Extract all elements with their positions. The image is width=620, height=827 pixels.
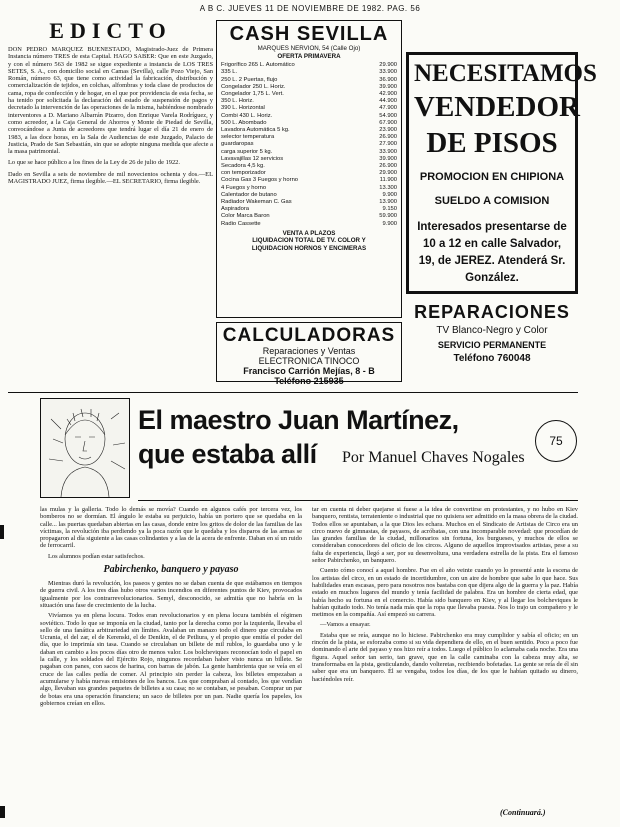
article-column-1 <box>40 506 302 818</box>
cash-item-price: 29.900 <box>379 62 397 69</box>
col1-para-c: Mientras duró la revolución, los paseos y gentes no se daban cuenta de que estábamos en tiempos de guerra civil. A los tres días hubo otros varios incendios en diferentes puntos de Kiev, provocados igualmente por los contrarrevolucionarios. Semyl, desconocido, se admitía que no habría en la situación una fase de crecimiento de la lucha. <box>40 580 302 609</box>
cash-item-price: 47.900 <box>379 105 397 112</box>
continued-note: (Continuará.) <box>500 808 546 817</box>
cash-price-row <box>221 156 397 163</box>
necesitamos-ad <box>406 52 597 294</box>
cash-item-price: 11.900 <box>379 177 397 184</box>
scan-edge-mark-bottom <box>0 806 5 818</box>
cash-item-price: 23.900 <box>379 127 397 134</box>
cash-item-label: guardaropas <box>221 141 254 148</box>
reparaciones-line1: TV Blanco-Negro y Color <box>436 325 548 336</box>
necesitamos-line4: PROMOCION EN CHIPIONA <box>419 171 565 183</box>
cash-item-price: 29.900 <box>379 170 397 177</box>
cash-item-price: 44.900 <box>379 98 397 105</box>
cash-price-row <box>221 113 397 120</box>
necesitamos-line1: NECESITAMOS <box>414 60 597 87</box>
cash-price-row <box>221 141 397 148</box>
calculadoras-line4: Teléfono 215935 <box>274 376 344 386</box>
cash-price-row <box>221 98 397 105</box>
cash-item-label: con temporizador <box>221 170 266 177</box>
cash-item-price: 67.900 <box>379 119 397 126</box>
cash-item-price: 9.150 <box>382 206 397 213</box>
cash-item-label: Lavavajillas 12 servicios <box>221 155 284 162</box>
cash-subtitle-address: MARQUES NERVION, 54 (Calle Ojo) <box>257 45 361 52</box>
cash-footer-plazos: VENTA A PLAZOS <box>282 229 336 237</box>
cash-item-label: selector temperatura <box>221 134 275 141</box>
cash-item-price: 59.900 <box>379 213 397 220</box>
running-head: A B C. JUEVES 11 DE NOVIEMBRE DE 1982. PAG. 56 <box>199 4 421 13</box>
cash-item-label: Secadora 4,5 kg. <box>221 163 265 170</box>
cash-item-label: Color Marca Baron <box>221 213 270 220</box>
portrait-sketch <box>41 399 129 497</box>
cash-price-row <box>221 206 397 213</box>
cash-price-row <box>221 120 397 127</box>
cash-price-row <box>221 77 397 84</box>
cash-price-row <box>221 177 397 184</box>
col1-subhead: Pabirchenko, banquero y payaso <box>103 564 239 576</box>
reparaciones-line2: SERVICIO PERMANENTE <box>437 340 547 350</box>
edicto-text2: Lo que se hace público a los fines de la Ley de 26 de julio de 1922. <box>8 159 180 167</box>
cash-price-row <box>221 199 397 206</box>
col1-para-d: Vivíamos ya en plena locura. Todos eran revolucionarios y en plena locura también el régimen soviético. Todo lo que se imponía en la ciudad, tanto por la derecha como por la izquierda, llevaba el sello de una fanática arbitrariedad sin límites. Avalaban un manazo todo el dinero que circulaba en Ucrania, el del zar, el de Kerenski, el de Denikin, el de Petliura, y el propio que emitía el poder del día, que lo imprimía sin tasa. Cuando se circulaban un billete de mil rublos, lo guardaba uno y le daban en cambio a los pocos días otro de menos valor. Los bolcheviques reconocían todo el papel en la calle, y los soldados del Ejército Rojo, ningunos recordaban haber visto nunca un billete. Se pagaban con panes, con sacos de harina, con barras de jabón. La gente hambrienta que se veía en el cruce de las calles pedía de comer. Al principio sin perder la cabeza, los billetes empezaban a acumularse y había nuevas emisiones de los bancos. Los que compraban al contado, los que vendían algo, llevaban sus grandes paquetes de billetes a su casa; no se contaban, se pesaban. Comprar un par de botas era una operación financiera; un saco de billetes por un pan. Nadie quería los papeles, los gobiernos creían en ellos. <box>40 612 302 707</box>
col2-para-d: Estaba que se reía, aunque no lo hiciese. Pabirchenko era muy cumplidor y sabía el oficio; en un rincón de la pista, se esforzaba como si su vida dependiera de ello, en el buen sentido. Poco a poco fue dominando el arte del payaso y nos hizo reír a todos. Luego el público lo aclamaba cada noche. Era una figura. Aquel señor tan serio, tan grave, que en la calle caminaba con la cabeza muy alta, se transformaba en la pista, gesticulando, dando volteretas, recibiendo bofetadas. La gente se reía de él sin saber que era un banquero. Él se vengaba, todos los días, de los que le habían quitado su dinero, haciéndoles reír. <box>312 631 578 683</box>
cash-item-label: Calentador de butano <box>221 191 277 198</box>
reparaciones-line3: Teléfono 760048 <box>453 353 531 364</box>
cash-item-price: 27.900 <box>379 141 397 148</box>
cash-price-row <box>221 192 397 199</box>
byline: Por Manuel Chaves Nogales <box>342 449 525 466</box>
calculadoras-line3: Francisco Carrión Mejías, 8 - B <box>243 366 375 376</box>
cash-item-label: Lavadora Automática 5 kg. <box>221 127 290 134</box>
cash-price-row <box>221 149 397 156</box>
cash-item-price: 9.900 <box>382 191 397 198</box>
edicto-title: EDICTO <box>49 18 172 43</box>
cash-item-label: Combi 430 L. Horiz. <box>221 112 273 119</box>
cash-price-row <box>221 105 397 112</box>
cash-item-label: 335 L. <box>221 69 238 76</box>
cash-item-price: 13.300 <box>379 184 397 191</box>
edicto-signoff: Dado en Sevilla a seis de noviembre de mil novecientos ochenta y dos.—EL MAGISTRADO JUEZ, firma ilegible.—EL SECRETARIO, firma ilegible. <box>8 170 213 186</box>
cash-item-label: 350 L. Horiz. <box>221 98 254 105</box>
calculadoras-line1: Reparaciones y Ventas <box>262 346 356 356</box>
necesitamos-line6: Interesados presentarse de 10 a 12 en calle Salvador, 19, de JEREZ. Atenderá Sr. González. <box>417 221 567 284</box>
series-number-text: 75 <box>549 434 563 448</box>
calculadoras-title: CALCULADORAS <box>222 325 396 346</box>
article-header-rule <box>138 500 578 501</box>
cash-price-list <box>221 62 397 228</box>
necesitamos-line5: SUELDO A COMISION <box>434 195 550 207</box>
reparaciones-ad <box>406 300 578 382</box>
calculadoras-ad <box>216 322 402 386</box>
edicto-text: DON PEDRO MARQUEZ BUENESTADO, Magistrado-Juez de Primera Instancia número TRES de esta Capital. HAGO SABER: Que en este Juzgado, y con el número 563 de 1982 se sigue expediente a instancia de LOS TRES SETES, S. A., con domicilio social en Camas (Sevilla), calle Pozo Viejo, San Román, número 63, que tiene como actividad la fabricación, distribución y comercialización de tejidos, en colchas, alfombras y toda clase de productos de cama, ropa de confección y de hogar, en el que por providencia de esta fecha, se ha tenido por solicitada la declaración del estado de suspensión de pagos y decretado la intervención de las operaciones de la misma, habiéndose nombrado interventores a D. Mariano Albarrán Pizarro, don Enrique Varela Rodríguez, y como acreedor, a la Caja General de Ahorros y Monte de Piedad de Sevilla, convocándose a Junta de acreedores que tendrá lugar el día 21 de enero de 1983, a las doce horas, en la Sala de Audiencias de este Juzgado, Palacio de Justicia, Prado de San Sebastián, sin que se adopte ninguna medida que afecte a la masa patrimonial. <box>8 46 213 156</box>
author-portrait <box>40 398 130 498</box>
cash-item-label: Radio Cassette <box>221 220 261 227</box>
article-top-rule <box>8 392 578 393</box>
series-number <box>535 420 577 462</box>
scan-edge-mark-top <box>0 525 4 539</box>
cash-item-label: Cocina Gas 3 Fuegos y horno <box>221 177 299 184</box>
cash-item-price: 39.900 <box>379 155 397 162</box>
cash-price-row <box>221 134 397 141</box>
necesitamos-line3: DE PISOS <box>426 127 558 159</box>
col2-para-c: —Vamos a ensayar. <box>320 621 371 629</box>
cash-price-row <box>221 84 397 91</box>
calculadoras-line2: ELECTRONICA TINOCO <box>258 356 360 366</box>
necesitamos-line2: VENDEDOR <box>414 91 580 123</box>
cash-item-price: 42.900 <box>379 91 397 97</box>
cash-item-label: 390 L. Horizontal <box>221 105 265 112</box>
cash-price-row <box>221 221 397 228</box>
cash-price-row <box>221 62 397 69</box>
cash-footer-tv: LIQUIDACION TOTAL DE TV. COLOR Y <box>252 237 366 245</box>
cash-title: CASH SEVILLA <box>229 23 389 45</box>
cash-subtitle-offer: OFERTA PRIMAVERA <box>277 52 341 60</box>
cash-price-row <box>221 127 397 134</box>
cash-item-price: 13.900 <box>379 199 397 206</box>
cash-item-price: 26.900 <box>379 134 397 141</box>
reparaciones-title: REPARACIONES <box>414 302 570 322</box>
cash-price-row <box>221 69 397 76</box>
cash-item-label: Congelador 1,75 L. Vert. <box>221 91 284 97</box>
col1-para-b: Los alumnos podían estar satisfechos. <box>48 552 145 560</box>
cash-price-row <box>221 185 397 192</box>
cash-item-label: 4 Fuegos y horno <box>221 184 267 191</box>
cash-price-row <box>221 163 397 170</box>
cash-price-row <box>221 91 397 98</box>
col2-para-b: Cuento cómo conocí a aquel hombre. Fue en el año veinte cuando yo lo presenté ante la escena de los artistas del circo, en un estado de incertidumbre, con un aire de hombre que sabe lo que hace. Sus habilidades eran escasas, pero para nosotros nos bastaba con que dijera algo de la guerra y la paz. Había estado en muchos lugares del mundo y tenía facilidad de palabra. Era un hombre de cierta edad, que había hecho su fortuna en el comercio. Había sido banquero en Kiev, y al llegar los bolcheviques le habían quitado todo. No tenía nada más que la ropa que llevaba puesta. Nos lo trajo un compañero y le metimos en la compañía. Así empezó su carrera. <box>312 567 578 619</box>
cash-item-label: Congelador 250 L. Horiz. <box>221 83 286 90</box>
cash-sevilla-ad <box>216 20 402 318</box>
cash-item-price: 36.900 <box>379 76 397 83</box>
cash-item-price: 33.900 <box>379 148 397 155</box>
cash-price-row <box>221 170 397 177</box>
article-column-2 <box>312 506 578 806</box>
cash-item-label: Frigorífico 265 L. Automático <box>221 62 295 69</box>
cash-item-price: 9.900 <box>382 220 397 227</box>
cash-item-price: 26.900 <box>379 163 397 170</box>
cash-item-label: carga superior 5 kg. <box>221 148 273 155</box>
cash-item-price: 54.900 <box>379 112 397 119</box>
col2-para-a: tar en cuenta ni deber quejarse si fuese a la idea de convertirse en protestantes, y no hubo en Kiev banquero, rentista, terrateniente o industrial que no quisiera ser admitido en la masa obrera de la ciudad. Todos ellos se apuntaban, a la que Dios les echara. Muchos en el Sindicato de Artistas de Circo era un circo nuevo de gimnastas, de payasos, de acróbatas, con una incomparable novedad: que procedían de las grandes familias de la ciudad, millonarios sin fortuna, los burgueses, y muchos de ellos se consideraban conocedores del oficio de los circos. Alguno de aquellos improvisados artistas, pese a su falta de experiencia, llegó a ser, por su desenvoltura, una verdadera estrella de la pista. Era el famoso señor Pabirchenko, un banquero. <box>312 506 578 565</box>
cash-item-label: 250 L. 2 Puertas, flujo <box>221 76 278 83</box>
cash-item-price: 39.900 <box>379 83 397 90</box>
col1-para-a: las mulas y la galleria. Todo lo demás se movía? Cuando en algunos cafés por tercera vez, los bomberos no se dormían. El ángulo le estaba su perjuicio, había un portero que se quedaba en la calle... las puertas quedaban abiertas en las casas, donde entre los gritos de dolor de las familias de las víctimas, la revolución iba perdiendo ya la poca razón que le quedaba y los disparos de las armas se propagaron al día siguiente a las casas colindantes y a las de la acera de enfrente. Daban en sí un ruido de ferrocarril. <box>40 506 302 550</box>
cash-item-label: Aspiradora <box>221 206 250 213</box>
edicto-block <box>8 18 213 348</box>
cash-item-label: Radiador Wakeman C. Gas <box>221 199 292 206</box>
headline-line1: El maestro Juan Martínez, <box>138 405 459 435</box>
cash-item-price: 33.900 <box>379 69 397 76</box>
headline-line2: que estaba allí <box>138 439 317 469</box>
cash-price-row <box>221 213 397 220</box>
cash-item-label: 500 L. Abombado <box>221 119 267 126</box>
cash-footer-hornos: LIQUIDACION HORNOS Y ENCIMERAS <box>251 245 367 253</box>
